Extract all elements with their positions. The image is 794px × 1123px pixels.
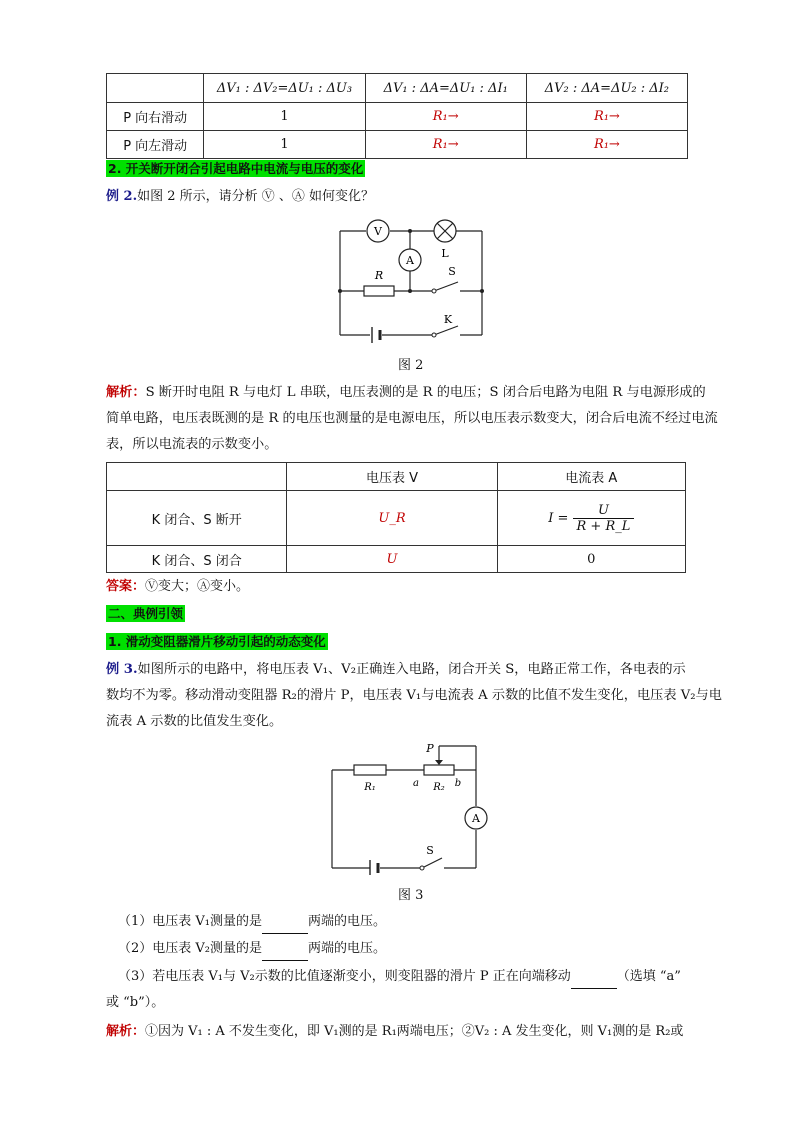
table-cell: U_R <box>287 491 497 546</box>
row-label: K 闭合、S 闭合 <box>107 546 287 573</box>
example-3-question: 例 3.如图所示的电路中，将电压表 V₁、V₂正确连入电路，闭合开关 S，电路正常工作，各电表的示 数均不为零。移动滑动变阻器 R₂的滑片 P，电压表 V₁与电流表 A 示数的比值不发生变化，电压表 V₂与电 流表 A 示数的比值发生变化。 <box>106 662 722 729</box>
table-header-cell: ΔV₂ : ΔA=ΔU₂ : ΔI₂ <box>526 74 687 103</box>
svg-text:S: S <box>426 844 434 857</box>
table-cell: U <box>287 546 497 573</box>
table-cell: R₁→ <box>365 131 526 159</box>
example-2-question: 例 2.如图 2 所示，请分析 Ⓥ 、Ⓐ 如何变化？ <box>106 189 375 204</box>
figure-caption: 图 2 <box>398 358 424 373</box>
table-cell-formula: I = $\frac{U}{R + R\_L}$ <box>497 491 685 546</box>
resistor-r1-icon <box>354 765 386 775</box>
circuit-diagram-fig3 <box>326 740 496 875</box>
circuit-diagram-fig2 <box>330 215 490 350</box>
answer-blank[interactable] <box>571 974 617 989</box>
section-heading: 2. 开关断开闭合引起电路中电流与电压的变化 <box>108 161 364 176</box>
table-header-cell: 电流表 A <box>497 463 685 491</box>
table-cell: 1 <box>204 131 365 159</box>
subsection-heading: 1. 滑动变阻器滑片移动引起的动态变化 <box>108 634 326 649</box>
table-cell: 0 <box>497 546 685 573</box>
table-cell: R₁→ <box>526 131 687 159</box>
table-cell: R₁→ <box>526 103 687 131</box>
row-label: P 向右滑动 <box>107 103 204 131</box>
answer-2: 答案：Ⓥ变大；Ⓐ变小。 <box>106 579 250 594</box>
svg-text:A: A <box>406 254 414 267</box>
analysis-3: 解析：①因为 V₁ : A 不发生变化，即 V₁测的是 R₁两端电压；②V₂ : A 发生变化，则 V₁测的是 R₂或 <box>106 1024 684 1039</box>
resistor-icon <box>364 286 394 296</box>
table-row <box>107 103 688 131</box>
ratio-table <box>106 73 688 159</box>
svg-text:R₁: R₁ <box>364 782 376 793</box>
table-header-cell: ΔV₁ : ΔV₂=ΔU₁ : ΔU₃ <box>204 74 365 103</box>
svg-text:V: V <box>374 225 382 238</box>
svg-text:R₂: R₂ <box>433 782 445 793</box>
battery-icon <box>372 327 380 343</box>
answer-blank[interactable] <box>262 946 308 961</box>
lamp-icon <box>434 220 456 242</box>
question-3: （3）若电压表 V₁与 V₂示数的比值逐渐变小，则变阻器的滑片 P 正在向端移动 （选填 “a” <box>118 965 718 989</box>
row-label: K 闭合、S 断开 <box>107 491 287 546</box>
question-2: （2）电压表 V₂测量的是 两端的电压。 <box>118 937 708 961</box>
analysis-2: 解析：S 断开时电阻 R 与电灯 L 串联，电压表测的是 R 的电压；S 闭合后电路为电阻 R 与电源形成的 简单电路，电压表既测的是 R 的电压也测量的是电源电压，所以电压表示数变大，闭合后电流不经过电流 表，所以电流表的示数变小。 <box>106 385 718 452</box>
svg-text:K: K <box>443 313 453 326</box>
svg-text:S: S <box>448 265 456 278</box>
table-header-cell <box>107 463 287 491</box>
meter-table <box>106 462 686 573</box>
question-3-continued: 或 “b”）。 <box>106 995 165 1010</box>
table-cell: 1 <box>204 103 365 131</box>
rheostat-r2-icon <box>424 765 454 775</box>
svg-text:A: A <box>472 812 480 825</box>
battery-icon <box>370 860 378 875</box>
table-row <box>107 491 686 546</box>
table-header-cell: 电压表 V <box>287 463 497 491</box>
svg-text:b: b <box>454 778 462 789</box>
table-row <box>107 546 686 573</box>
figure-caption: 图 3 <box>398 888 424 903</box>
table-row <box>107 131 688 159</box>
answer-blank[interactable] <box>262 919 308 934</box>
svg-text:P: P <box>426 742 434 755</box>
svg-text:a: a <box>413 778 419 789</box>
row-label: P 向左滑动 <box>107 131 204 159</box>
table-header-cell <box>107 74 204 103</box>
question-1: （1）电压表 V₁测量的是 两端的电压。 <box>118 910 708 934</box>
table-header-cell: ΔV₁ : ΔA=ΔU₁ : ΔI₁ <box>365 74 526 103</box>
svg-text:L: L <box>441 247 449 260</box>
svg-text:R: R <box>374 269 384 282</box>
section-heading: 二、典例引领 <box>108 606 184 621</box>
table-cell: R₁→ <box>365 103 526 131</box>
